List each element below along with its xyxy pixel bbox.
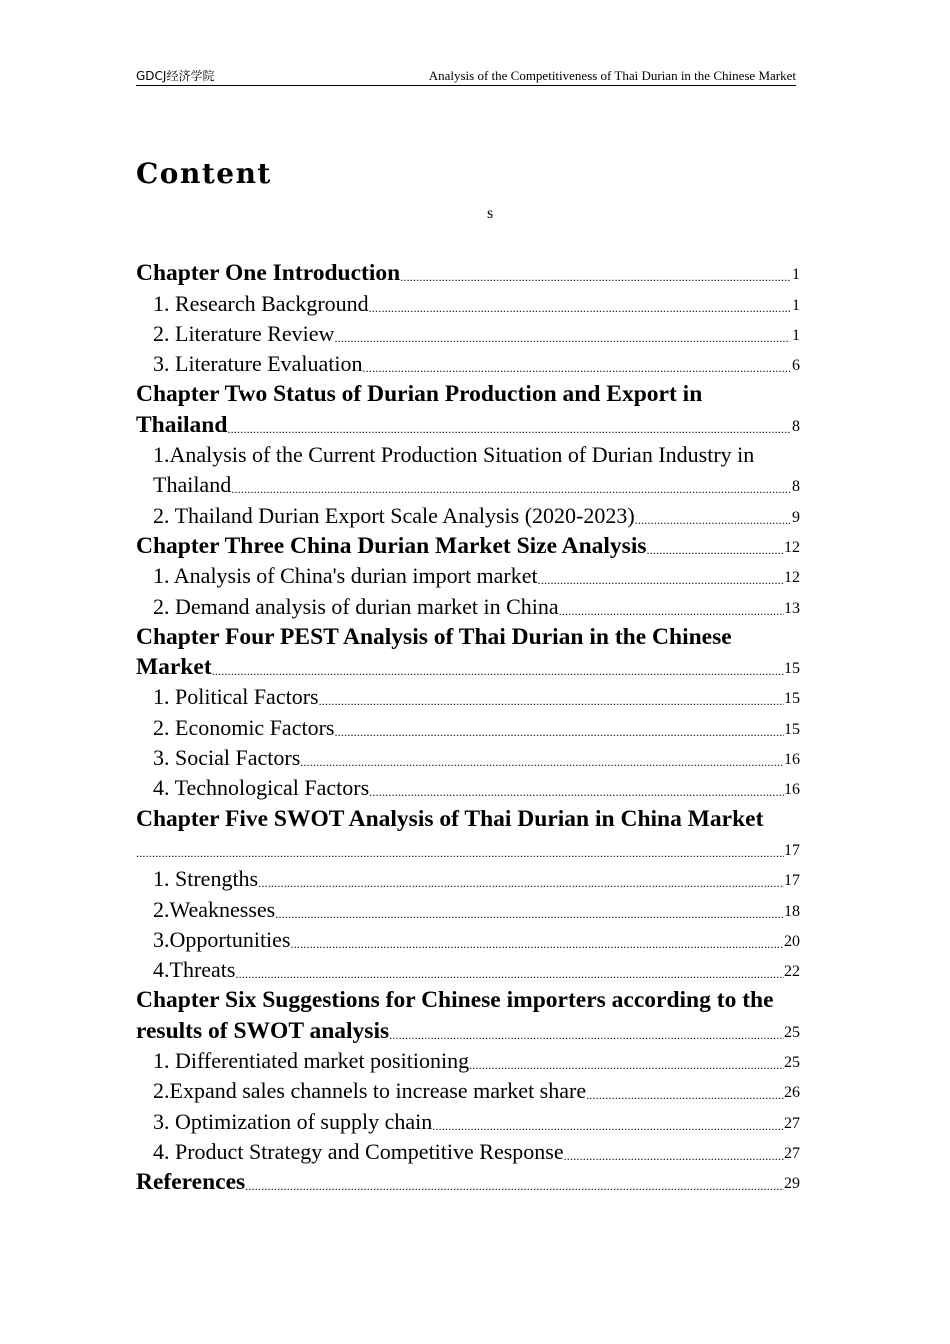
toc-page-number: 15: [784, 690, 800, 708]
toc-dot-leader: [647, 543, 784, 561]
toc-entry-label: 1.Analysis of the Current Production Situation of Durian Industry in: [153, 442, 755, 468]
toc-chapter-entry[interactable]: [136, 622, 800, 652]
toc-dot-leader: [275, 907, 784, 925]
toc-dot-leader: [235, 967, 784, 985]
toc-entry-label: 2.Weaknesses: [153, 896, 276, 922]
toc-entry-label: 1. Strengths: [153, 866, 259, 892]
toc-entry-label: 3. Literature Evaluation: [153, 351, 363, 377]
toc-dot-leader: [245, 1179, 784, 1197]
toc-entry-label: 1. Research Background: [153, 290, 369, 316]
toc-section-entry[interactable]: [136, 773, 800, 803]
toc-section-entry[interactable]: [136, 712, 800, 742]
toc-page-number: 12: [784, 569, 800, 587]
toc-page-number: 8: [792, 417, 800, 435]
toc-section-entry[interactable]: [136, 743, 800, 773]
toc-section-entry[interactable]: [136, 349, 800, 379]
toc-page-number: 22: [784, 963, 800, 981]
toc-dot-leader: [469, 1058, 784, 1076]
toc-page-number: 17: [784, 872, 800, 890]
toc-section-entry[interactable]: [136, 1076, 800, 1106]
toc-entry-label: Chapter One Introduction: [136, 260, 401, 287]
toc-dot-leader: [538, 573, 784, 591]
toc-dot-leader: [334, 725, 784, 743]
toc-section-entry[interactable]: [136, 440, 800, 470]
table-of-contents: [136, 258, 800, 1197]
toc-section-entry[interactable]: [136, 864, 800, 894]
toc-section-entry[interactable]: [136, 288, 800, 318]
toc-page-number: 8: [792, 478, 800, 496]
toc-entry-label: 3. Optimization of supply chain: [153, 1108, 433, 1134]
toc-entry-label: 2. Thailand Durian Export Scale Analysis (2020-2023): [153, 502, 635, 528]
toc-page-number: 9: [792, 508, 800, 526]
toc-section-entry[interactable]: [136, 1106, 800, 1136]
toc-dot-leader: [564, 1149, 784, 1167]
toc-page-number: 27: [784, 1114, 800, 1132]
toc-page-number: 27: [784, 1144, 800, 1162]
toc-dot-leader: [400, 270, 790, 288]
toc-entry-label: References: [136, 1169, 246, 1196]
toc-dot-leader: [369, 785, 784, 803]
toc-page-number: 15: [784, 660, 800, 678]
toc-entry-label: 1. Political Factors: [153, 684, 319, 710]
toc-section-entry[interactable]: [136, 894, 800, 924]
toc-dot-leader: [389, 1028, 784, 1046]
toc-dot-leader: [559, 604, 784, 622]
page-header: [136, 67, 796, 86]
page-title: Content: [136, 157, 272, 190]
toc-chapter-entry[interactable]: [136, 803, 800, 833]
toc-section-entry[interactable]: [136, 470, 800, 500]
toc-entry-label: Chapter Five SWOT Analysis of Thai Durian in China Market: [136, 805, 764, 832]
toc-entry-label: 2. Literature Review: [153, 320, 335, 346]
toc-section-entry[interactable]: [136, 1137, 800, 1167]
toc-chapter-entry[interactable]: [136, 531, 800, 561]
toc-page-number: 15: [784, 720, 800, 738]
toc-section-entry[interactable]: [136, 561, 800, 591]
toc-page-number: 12: [784, 538, 800, 556]
toc-dot-leader: [586, 1088, 784, 1106]
page-title-suffix: s: [487, 205, 494, 222]
toc-entry-label: Chapter Four PEST Analysis of Thai Durian in the Chinese: [136, 623, 732, 650]
toc-page-number: 17: [784, 841, 800, 859]
toc-page-number: 1: [792, 266, 800, 284]
toc-chapter-entry[interactable]: [136, 834, 800, 864]
toc-entry-label: 4.Threats: [153, 957, 236, 983]
toc-page-number: 20: [784, 932, 800, 950]
toc-dot-leader: [227, 422, 790, 440]
header-thesis-title: Analysis of the Competitiveness of Thai Durian in the Chinese Market: [428, 68, 796, 83]
toc-section-entry[interactable]: [136, 682, 800, 712]
toc-dot-leader: [291, 937, 785, 955]
toc-page-number: 18: [784, 902, 800, 920]
toc-entry-label: 1. Analysis of China's durian import market: [153, 563, 538, 589]
toc-page-number: 16: [784, 751, 800, 769]
toc-entry-label: 2. Economic Factors: [153, 714, 335, 740]
toc-page-number: 25: [784, 1054, 800, 1072]
toc-entry-label: Thailand: [153, 472, 232, 498]
toc-dot-leader: [363, 361, 790, 379]
toc-page-number: 29: [784, 1175, 800, 1193]
toc-entry-label: results of SWOT analysis: [136, 1017, 390, 1044]
toc-dot-leader: [334, 331, 790, 349]
toc-dot-leader: [432, 1119, 784, 1137]
toc-entry-label: Chapter Three China Durian Market Size Analysis: [136, 532, 647, 559]
toc-dot-leader: [300, 755, 784, 773]
toc-section-entry[interactable]: [136, 591, 800, 621]
header-institution: GDCJ经济学院: [136, 69, 215, 83]
toc-page-number: 26: [784, 1084, 800, 1102]
toc-section-entry[interactable]: [136, 1046, 800, 1076]
toc-entry-label: 3. Social Factors: [153, 745, 301, 771]
toc-chapter-entry[interactable]: [136, 985, 800, 1015]
toc-entry-label: 4. Technological Factors: [153, 775, 370, 801]
toc-entry-label: Chapter Six Suggestions for Chinese importers according to the: [136, 987, 774, 1014]
toc-entry-label: 4. Product Strategy and Competitive Response: [153, 1138, 564, 1164]
toc-dot-leader: [212, 664, 784, 682]
toc-dot-leader: [369, 301, 790, 319]
toc-page-number: 6: [792, 357, 800, 375]
toc-chapter-entry[interactable]: [136, 652, 800, 682]
toc-page-number: 13: [784, 599, 800, 617]
toc-entry-label: 2.Expand sales channels to increase market share: [153, 1078, 587, 1104]
toc-chapter-entry[interactable]: [136, 258, 800, 288]
toc-entry-label: Market: [136, 654, 212, 681]
toc-chapter-entry[interactable]: [136, 1015, 800, 1045]
toc-page-number: 1: [792, 296, 800, 314]
toc-dot-leader: [136, 846, 784, 864]
toc-dot-leader: [319, 694, 784, 712]
toc-section-entry[interactable]: [136, 925, 800, 955]
toc-entry-label: 1. Differentiated market positioning: [153, 1048, 470, 1074]
toc-section-entry[interactable]: [136, 955, 800, 985]
toc-page-number: 16: [784, 781, 800, 799]
toc-dot-leader: [231, 482, 790, 500]
toc-dot-leader: [258, 876, 784, 894]
toc-section-entry[interactable]: [136, 500, 800, 530]
toc-chapter-entry[interactable]: [136, 379, 800, 409]
toc-dot-leader: [635, 513, 790, 531]
toc-section-entry[interactable]: [136, 319, 800, 349]
toc-chapter-entry[interactable]: [136, 1167, 800, 1197]
toc-chapter-entry[interactable]: [136, 409, 800, 439]
toc-entry-label: 2. Demand analysis of durian market in China: [153, 593, 559, 619]
toc-entry-label: Thailand: [136, 411, 228, 438]
toc-page-number: 1: [792, 326, 800, 344]
toc-entry-label: Chapter Two Status of Durian Production and Export in: [136, 381, 703, 408]
toc-entry-label: 3.Opportunities: [153, 926, 291, 952]
toc-page-number: 25: [784, 1023, 800, 1041]
